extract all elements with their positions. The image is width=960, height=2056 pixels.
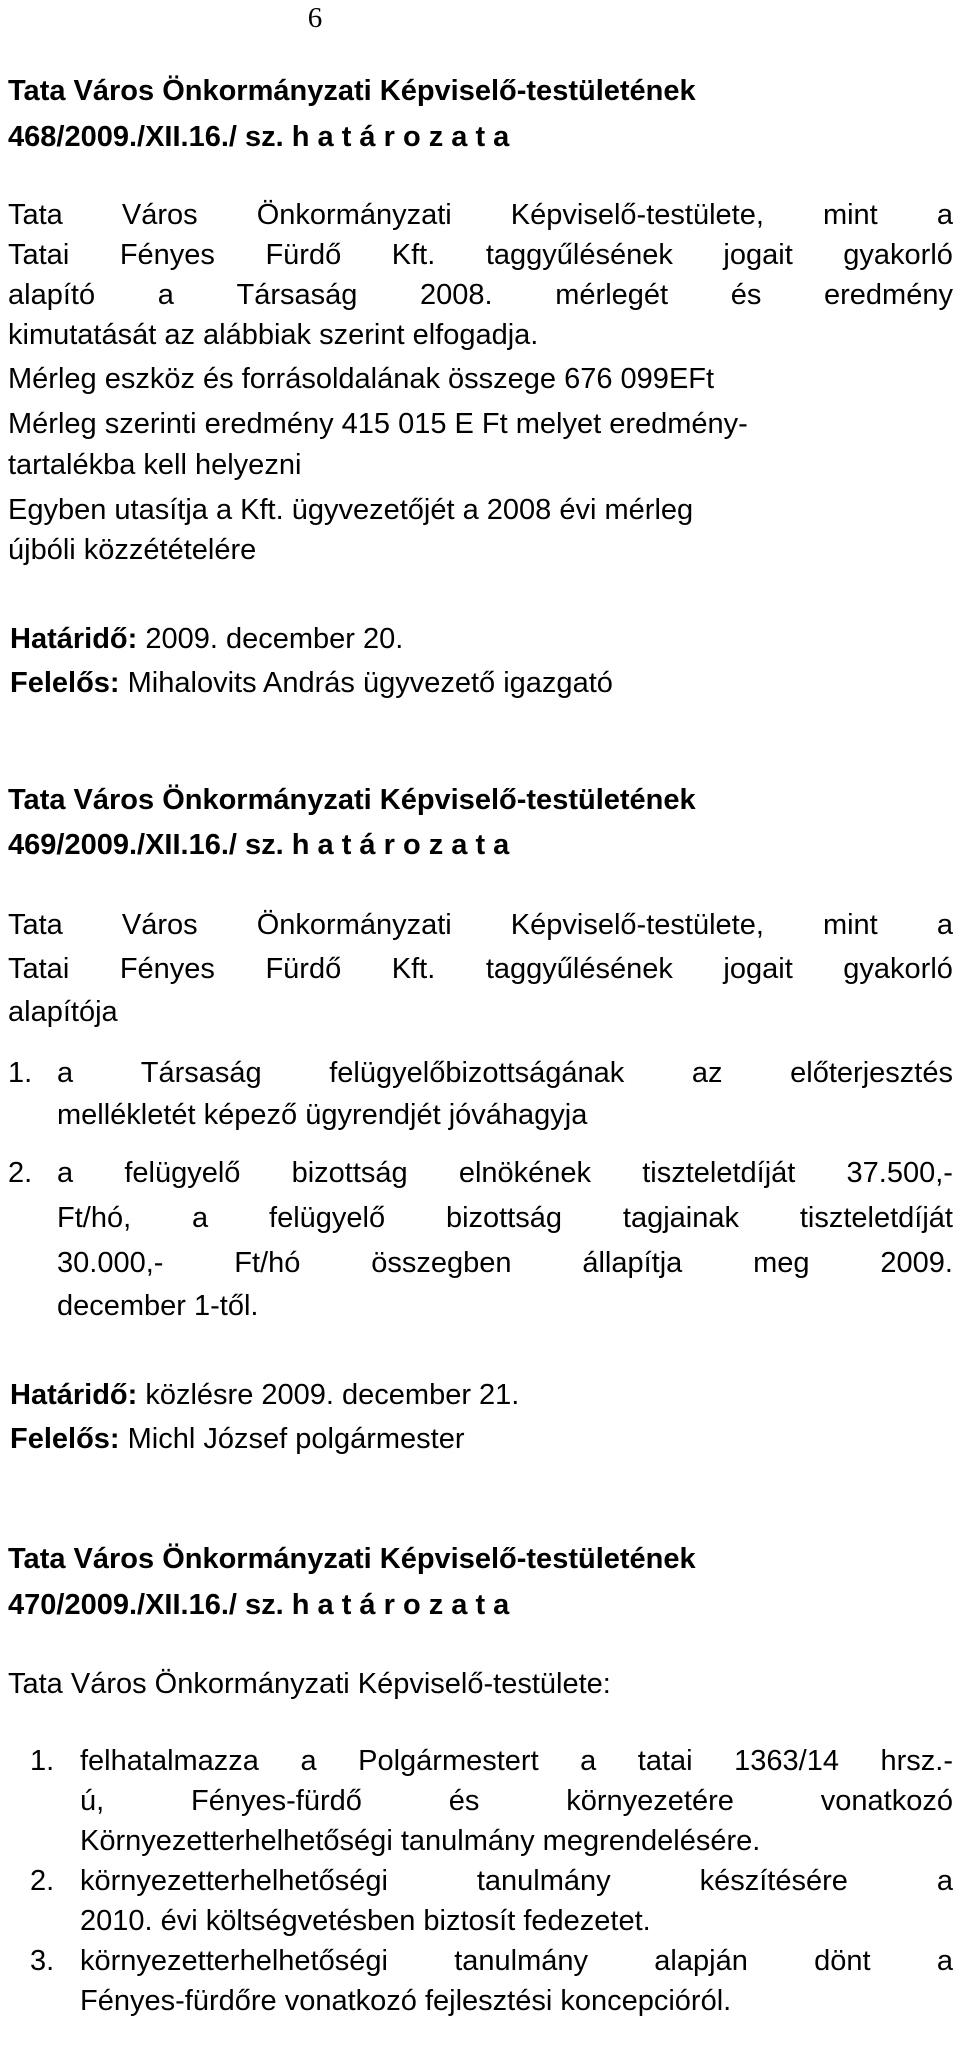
list-item-line: 2010. évi költségvetésben biztosít fedezetet. [80, 1905, 651, 1937]
responsible [10, 1420, 465, 1458]
list-item-number: 1. [8, 1057, 33, 1089]
list-item-line: környezetterhelhetőségi tanulmány alapján dönt a [80, 1945, 953, 1977]
deadline-label: Határidő: [10, 1379, 138, 1411]
list-item-number: 2. [8, 1157, 33, 1189]
responsible-value: Michl József polgármester [119, 1423, 465, 1455]
responsible [10, 664, 613, 702]
body-line: alapítója [8, 996, 118, 1028]
responsible-value: Mihalovits András ügyvezető igazgató [119, 667, 613, 699]
list-item-number: 2. [30, 1865, 55, 1897]
resolution-heading-469-line1: Tata Város Önkormányzati Képviselő-testületének [8, 784, 696, 816]
deadline-value: 2009. december 20. [137, 623, 404, 655]
list-item-line: 30.000,- Ft/hó összegben állapítja meg 2009. [57, 1247, 953, 1279]
deadline-value: közlésre 2009. december 21. [137, 1379, 520, 1411]
body-line: Mérleg szerinti eredmény 415 015 E Ft melyet eredmény- [8, 408, 748, 440]
responsible-label: Felelős: [10, 667, 120, 699]
body-line: Tata Város Önkormányzati Képviselő-testülete, mint a [8, 199, 953, 231]
resolution-heading-470-line1: Tata Város Önkormányzati Képviselő-testületének [8, 1543, 696, 1575]
body-line: tartalékba kell helyezni [8, 449, 302, 481]
list-item-line: felhatalmazza a Polgármestert a tatai 1363/14 hrsz.- [80, 1745, 953, 1777]
list-item-number: 3. [30, 1945, 55, 1977]
list-item-line: mellékletét képező ügyrendjét jóváhagyja [57, 1099, 588, 1131]
page-number: 6 [307, 2, 323, 34]
body-line: Tata Város Önkormányzati Képviselő-testülete, mint a [8, 909, 953, 941]
list-item-line: ú, Fényes-fürdő és környezetére vonatkozó [80, 1785, 953, 1817]
deadline [10, 1376, 519, 1414]
body-line: Tatai Fényes Fürdő Kft. taggyűlésének jogait gyakorló [8, 239, 953, 271]
deadline-label: Határidő: [10, 623, 138, 655]
body-line: újbóli közzétételére [8, 534, 257, 566]
body-line: kimutatását az alábbiak szerint elfogadja. [8, 319, 539, 351]
body-line: alapító a Társaság 2008. mérlegét és eredmény [8, 279, 953, 311]
body-line: Egyben utasítja a Kft. ügyvezetőjét a 2008 évi mérleg [8, 494, 694, 526]
intro-line: Tata Város Önkormányzati Képviselő-testülete: [8, 1668, 611, 1700]
body-line: Mérleg eszköz és forrásoldalának összege 676 099EFt [8, 363, 715, 395]
list-item-line: Környezetterhelhetőségi tanulmány megrendelésére. [80, 1825, 761, 1857]
resolution-heading-469-line2: 469/2009./XII.16./ sz. h a t á r o z a t a [8, 829, 510, 861]
list-item-line: december 1-től. [57, 1290, 259, 1322]
list-item-line: Fényes-fürdőre vonatkozó fejlesztési koncepcióról. [80, 1985, 732, 2017]
list-item-number: 1. [30, 1745, 55, 1777]
resolution-heading-468-line1: Tata Város Önkormányzati Képviselő-testületének [8, 75, 696, 107]
body-line: Tatai Fényes Fürdő Kft. taggyűlésének jogait gyakorló [8, 953, 953, 985]
list-item-line: Ft/hó, a felügyelő bizottság tagjainak tiszteletdíját [57, 1202, 953, 1234]
list-item-line: környezetterhelhetőségi tanulmány készítésére a [80, 1865, 953, 1897]
resolution-heading-468-line2: 468/2009./XII.16./ sz. h a t á r o z a t a [8, 121, 510, 153]
deadline [10, 620, 403, 658]
responsible-label: Felelős: [10, 1423, 120, 1455]
resolution-heading-470-line2: 470/2009./XII.16./ sz. h a t á r o z a t a [8, 1589, 510, 1621]
list-item-line: a felügyelő bizottság elnökének tiszteletdíját 37.500,- [57, 1157, 953, 1189]
list-item-line: a Társaság felügyelőbizottságának az előterjesztés [57, 1057, 953, 1089]
